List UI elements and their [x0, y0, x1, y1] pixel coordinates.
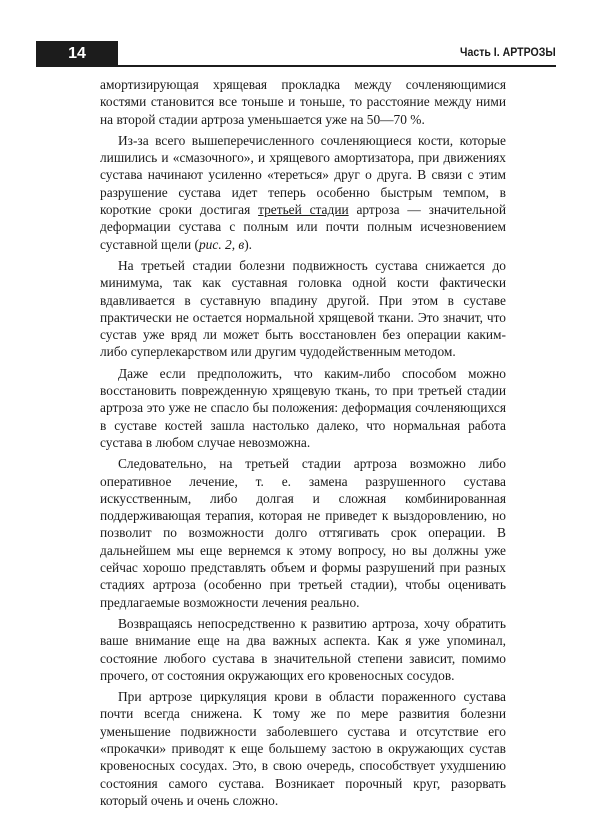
header-rule: [118, 65, 556, 67]
paragraph-2-text-b: артроза — значительной деформации сустава с полным или почти полным исчезновением суставной щели (: [100, 202, 506, 252]
third-stage-term: третьей стадии: [258, 202, 349, 218]
page-header: [36, 41, 556, 67]
paragraph-6: Возвращаясь непосредственно к развитию артроза, хочу обратить ваше внимание еще на два важных аспекта. Как я уже упоминал, состояние любого сустава в значительной степени зависит, помимо прочего, от состояния окружающих его кровеносных сосудов.: [100, 615, 506, 683]
paragraph-5: Следовательно, на третьей стадии артроза возможно либо оперативное лечение, т. е. замена разрушенного сустава искусственным, либо долгая и сложная комбинированная поддерживающая терапия, которая не приведет к выздоровлению, но позволит по возможности долго оттягивать срок операции. В дальнейшем мы еще вернемся к этому вопросу, но вы должны уже сейчас хорошо представлять объем и формы разрушений при разных стадиях артроза (особенно при третьей стадии), чтобы оценивать предлагаемые возможности лечения реально.: [100, 456, 506, 610]
running-head: Часть I. АРТРОЗЫ: [460, 45, 556, 59]
paragraph-2: [100, 132, 506, 253]
paragraph-4: Даже если предположить, что каким-либо способом можно восстановить поврежденную хрящевую ткань, то при третьей стадии артроза это уже не спасло бы положения: деформация сочленяющихся в суставе костей зашла настолько далеко, что нормальная работа сустава в любом случае невозможна.: [100, 365, 506, 450]
paragraph-3: На третьей стадии болезни подвижность сустава снижается до минимума, так как суставная головка одной кости фактически вдавливается в суставную впадину другой. При этом в суставе практически не остается нормальной хрящевой ткани. Это значит, что сустав уже вряд ли может быть восстановлен без операции каким-либо суперлекарством или другим чудодейственным методом.: [100, 257, 506, 360]
paragraph-2-text-a: Из-за всего вышеперечисленного сочленяющиеся кости, которые лишились и «смазочного», и хрящевого амортизатора, при движениях сустава начинают усиленно «тереться» друг о друга. В связи с этим разрушение сустава идет теперь особенно быстрым темпом, в короткие сроки достигая: [100, 132, 506, 218]
paragraph-1: амортизирующая хрящевая прокладка между сочленяющимися костями становится все тоньше и тоньше, то расстояние между ними на второй стадии артроза уменьшается уже на 50—70 %.: [100, 77, 506, 127]
figure-reference: рис. 2, в: [198, 236, 245, 252]
page-number: 14: [36, 41, 118, 67]
body-text: [100, 76, 506, 813]
paragraph-7: При артрозе циркуляция крови в области пораженного сустава почти всегда снижена. К тому же по мере развития болезни уменьшение подвижности заболевшего сустава и отсутствие его «прокачки» приводят к еще большему застою в окружающих сустав кровеносных сосудах. Это, в свою очередь, способствует ухудшению состояния самого сустава. Возникает порочный круг, разорвать который очень и очень сложно.: [100, 689, 506, 808]
paragraph-2-text-c: ).: [244, 236, 253, 252]
